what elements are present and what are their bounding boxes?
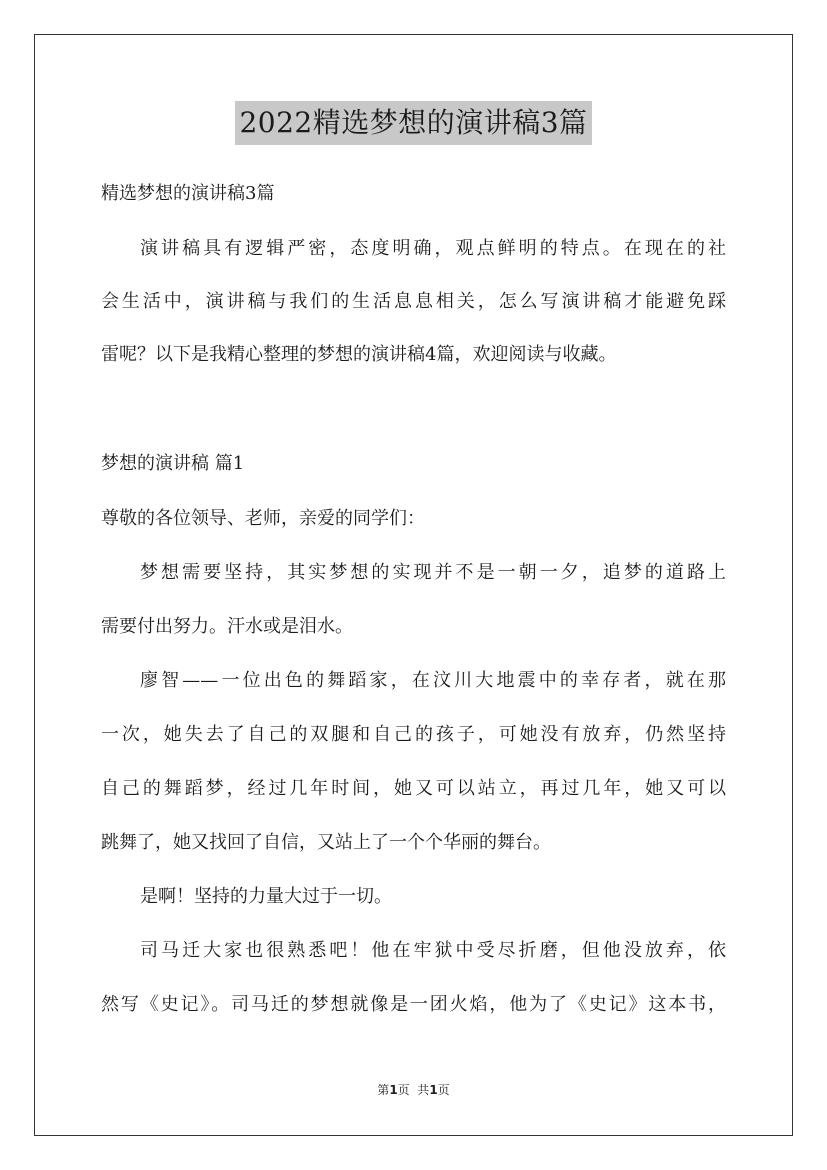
document-subtitle: 精选梦想的演讲稿3篇: [101, 183, 275, 204]
paragraph-2-line-3: 自己的舞蹈梦，经过几年时间，她又可以站立，再过几年，她又可以: [101, 778, 726, 799]
paragraph-2-line-4: 跳舞了，她又找回了自信，又站上了一个个华丽的舞台。: [101, 832, 551, 853]
paragraph-3: 是啊！坚持的力量大过于一切。: [140, 886, 392, 907]
paragraph-2-line-1: 廖智——一位出色的舞蹈家，在汶川大地震中的幸存者，就在那: [140, 670, 726, 691]
paragraph-4-line-1: 司马迁大家也很熟悉吧！他在牢狱中受尽折磨，但他没放弃，依: [140, 940, 726, 961]
footer-page-prefix: 第: [377, 1083, 390, 1097]
paragraph-1-line-2: 需要付出努力。汗水或是泪水。: [101, 616, 353, 637]
footer-page-current: 1: [389, 1083, 398, 1097]
intro-line-1: 演讲稿具有逻辑严密，态度明确，观点鲜明的特点。在现在的社: [140, 238, 726, 259]
page-footer: [0, 1081, 827, 1099]
section-heading: 梦想的演讲稿 篇1: [101, 453, 245, 474]
document-title: 2022精选梦想的演讲稿3篇: [235, 101, 591, 145]
footer-page-mid: 页 共: [397, 1083, 430, 1097]
greeting: 尊敬的各位领导、老师，亲爱的同学们：: [101, 508, 425, 529]
title-container: [0, 101, 827, 145]
intro-line-3: 雷呢？以下是我精心整理的梦想的演讲稿4篇，欢迎阅读与收藏。: [101, 344, 617, 365]
paragraph-2-line-2: 一次，她失去了自己的双腿和自己的孩子，可她没有放弃，仍然坚持: [101, 724, 726, 745]
footer-page-suffix: 页: [437, 1083, 450, 1097]
paragraph-1-line-1: 梦想需要坚持，其实梦想的实现并不是一朝一夕，追梦的道路上: [140, 562, 726, 583]
paragraph-4-line-2: 然写《史记》。司马迁的梦想就像是一团火焰，他为了《史记》这本书，: [101, 994, 726, 1015]
intro-line-2: 会生活中，演讲稿与我们的生活息息相关，怎么写演讲稿才能避免踩: [101, 291, 726, 312]
footer-page-total: 1: [429, 1083, 438, 1097]
